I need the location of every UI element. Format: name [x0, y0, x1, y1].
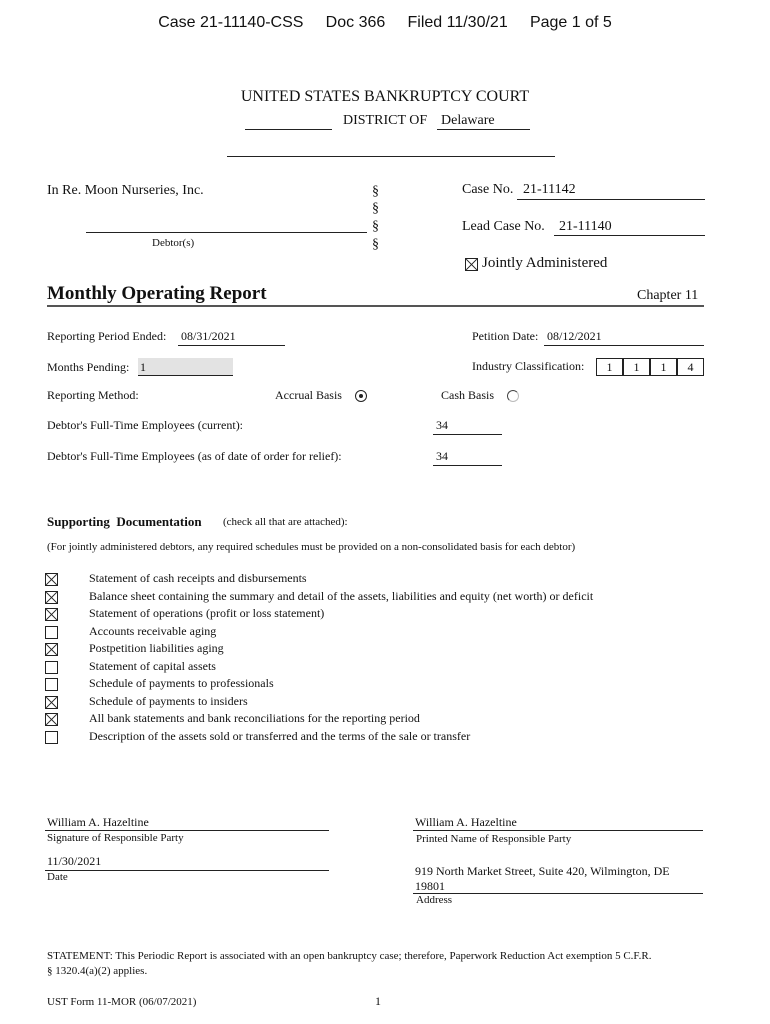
- doc-item-label: Statement of cash receipts and disbursements: [89, 571, 307, 585]
- lead-case-value: 21-11140: [559, 219, 612, 234]
- case-no-value: 21-11142: [523, 182, 576, 197]
- signature-label: Signature of Responsible Party: [47, 832, 184, 844]
- district-value: Delaware: [441, 113, 495, 128]
- industry-digit[interactable]: 1: [623, 358, 650, 376]
- doc-item-label: Statement of operations (profit or loss statement): [89, 606, 325, 620]
- section-symbol: §: [372, 219, 379, 234]
- supporting-heading-note: (check all that are attached):: [223, 516, 348, 528]
- months-field[interactable]: [138, 358, 233, 375]
- title-rule: [47, 305, 704, 307]
- jointly-administered-checkbox[interactable]: [465, 258, 478, 271]
- printed-name-value: William A. Hazeltine: [415, 815, 517, 829]
- doc-item-label: Accounts receivable aging: [89, 623, 217, 638]
- doc-checkbox[interactable]: [45, 608, 58, 621]
- doc-checkbox[interactable]: [45, 678, 58, 691]
- signature-line: [45, 830, 329, 831]
- doc-item-label: Statement of capital assets: [89, 658, 216, 673]
- employees-current-line: [433, 434, 502, 435]
- court-name: UNITED STATES BANKRUPTCY COURT: [240, 88, 530, 105]
- employees-current-value: 34: [436, 418, 448, 432]
- doc-checkbox[interactable]: [45, 696, 58, 709]
- employees-relief-line: [433, 465, 502, 466]
- report-title: Monthly Operating Report: [47, 283, 267, 304]
- case-no-label: Case No.: [462, 182, 514, 197]
- statement-line-2: § 1320.4(a)(2) applies.: [47, 965, 148, 977]
- doc-checkbox[interactable]: [45, 731, 58, 744]
- supporting-note: (For jointly administered debtors, any required schedules must be provided on a non-consolidated basis for each debtor): [47, 541, 576, 553]
- district-value-line: [437, 129, 530, 130]
- doc-item-label: Description of the assets sold or transferred and the terms of the sale or transfer: [89, 728, 471, 743]
- months-line: [138, 375, 233, 376]
- address-label: Address: [416, 894, 453, 906]
- section-symbol: §: [372, 201, 379, 216]
- statement-line-1: STATEMENT: This Periodic Report is associated with an open bankruptcy case; therefore, Paperwork Reduction Act exemption 5 C.F.R.: [47, 950, 652, 962]
- employees-current-label: Debtor's Full-Time Employees (current):: [47, 418, 244, 432]
- section-symbol: §: [372, 237, 379, 252]
- debtor-line: [86, 232, 367, 233]
- petition-line: [544, 345, 704, 346]
- period-line: [178, 345, 285, 346]
- court-divider: [227, 156, 555, 157]
- months-label: Months Pending:: [47, 360, 130, 374]
- cash-label: Cash Basis: [441, 388, 495, 402]
- case-no-line: [517, 199, 705, 200]
- chapter-label: Chapter 11: [637, 288, 699, 303]
- industry-label: Industry Classification:: [472, 359, 585, 373]
- form-id: UST Form 11-MOR (06/07/2021): [47, 996, 197, 1008]
- accrual-label: Accrual Basis: [275, 388, 342, 402]
- doc-item-label: Schedule of payments to insiders: [89, 693, 248, 708]
- doc-checkbox[interactable]: [45, 591, 58, 604]
- address-line-2: 19801: [415, 879, 445, 893]
- case-stamp: Case 21-11140-CSS Doc 366 Filed 11/30/21 Page 1 of 5: [158, 14, 612, 31]
- period-value: 08/31/2021: [181, 329, 236, 343]
- doc-item-label: Postpetition liabilities aging: [89, 641, 224, 655]
- signature-value: William A. Hazeltine: [47, 815, 149, 829]
- petition-value: 08/12/2021: [547, 329, 602, 343]
- accrual-radio[interactable]: [355, 390, 367, 402]
- district-label: DISTRICT OF: [343, 113, 428, 128]
- date-label: Date: [47, 871, 68, 883]
- doc-checkbox[interactable]: [45, 713, 58, 726]
- employees-relief-label: Debtor's Full-Time Employees (as of date of order for relief):: [47, 449, 342, 463]
- period-label: Reporting Period Ended:: [47, 329, 167, 343]
- printed-name-label: Printed Name of Responsible Party: [416, 833, 572, 845]
- date-value: 11/30/2021: [47, 854, 102, 868]
- lead-case-line: [554, 235, 705, 236]
- date-line: [45, 870, 329, 871]
- printed-name-line: [413, 830, 703, 831]
- debtor-label: Debtor(s): [152, 237, 195, 249]
- method-label: Reporting Method:: [47, 388, 139, 402]
- employees-relief-value: 34: [436, 449, 448, 463]
- doc-checkbox[interactable]: [45, 626, 58, 639]
- section-symbol: §: [372, 184, 379, 199]
- cash-radio[interactable]: [507, 390, 519, 402]
- address-line: [413, 893, 703, 894]
- doc-item-label: Schedule of payments to professionals: [89, 676, 274, 690]
- jointly-administered-label: Jointly Administered: [482, 255, 608, 271]
- petition-label: Petition Date:: [472, 329, 539, 343]
- doc-item-label: Balance sheet containing the summary and detail of the assets, liabilities and equity (net worth) or deficit: [89, 588, 594, 603]
- industry-digit[interactable]: 4: [677, 358, 704, 376]
- lead-case-label: Lead Case No.: [462, 219, 545, 234]
- address-line-1: 919 North Market Street, Suite 420, Wilmington, DE: [415, 864, 670, 878]
- doc-item-label: All bank statements and bank reconciliations for the reporting period: [89, 711, 420, 725]
- doc-checkbox[interactable]: [45, 573, 58, 586]
- page-number: 1: [375, 994, 381, 1008]
- industry-digit[interactable]: 1: [650, 358, 677, 376]
- district-prefix-line: [245, 129, 332, 130]
- months-value: 1: [140, 360, 146, 374]
- doc-checkbox[interactable]: [45, 661, 58, 674]
- industry-digit[interactable]: 1: [596, 358, 623, 376]
- supporting-heading: Supporting Documentation: [47, 514, 202, 529]
- doc-checkbox[interactable]: [45, 643, 58, 656]
- in-re-text: In Re. Moon Nurseries, Inc.: [47, 183, 204, 198]
